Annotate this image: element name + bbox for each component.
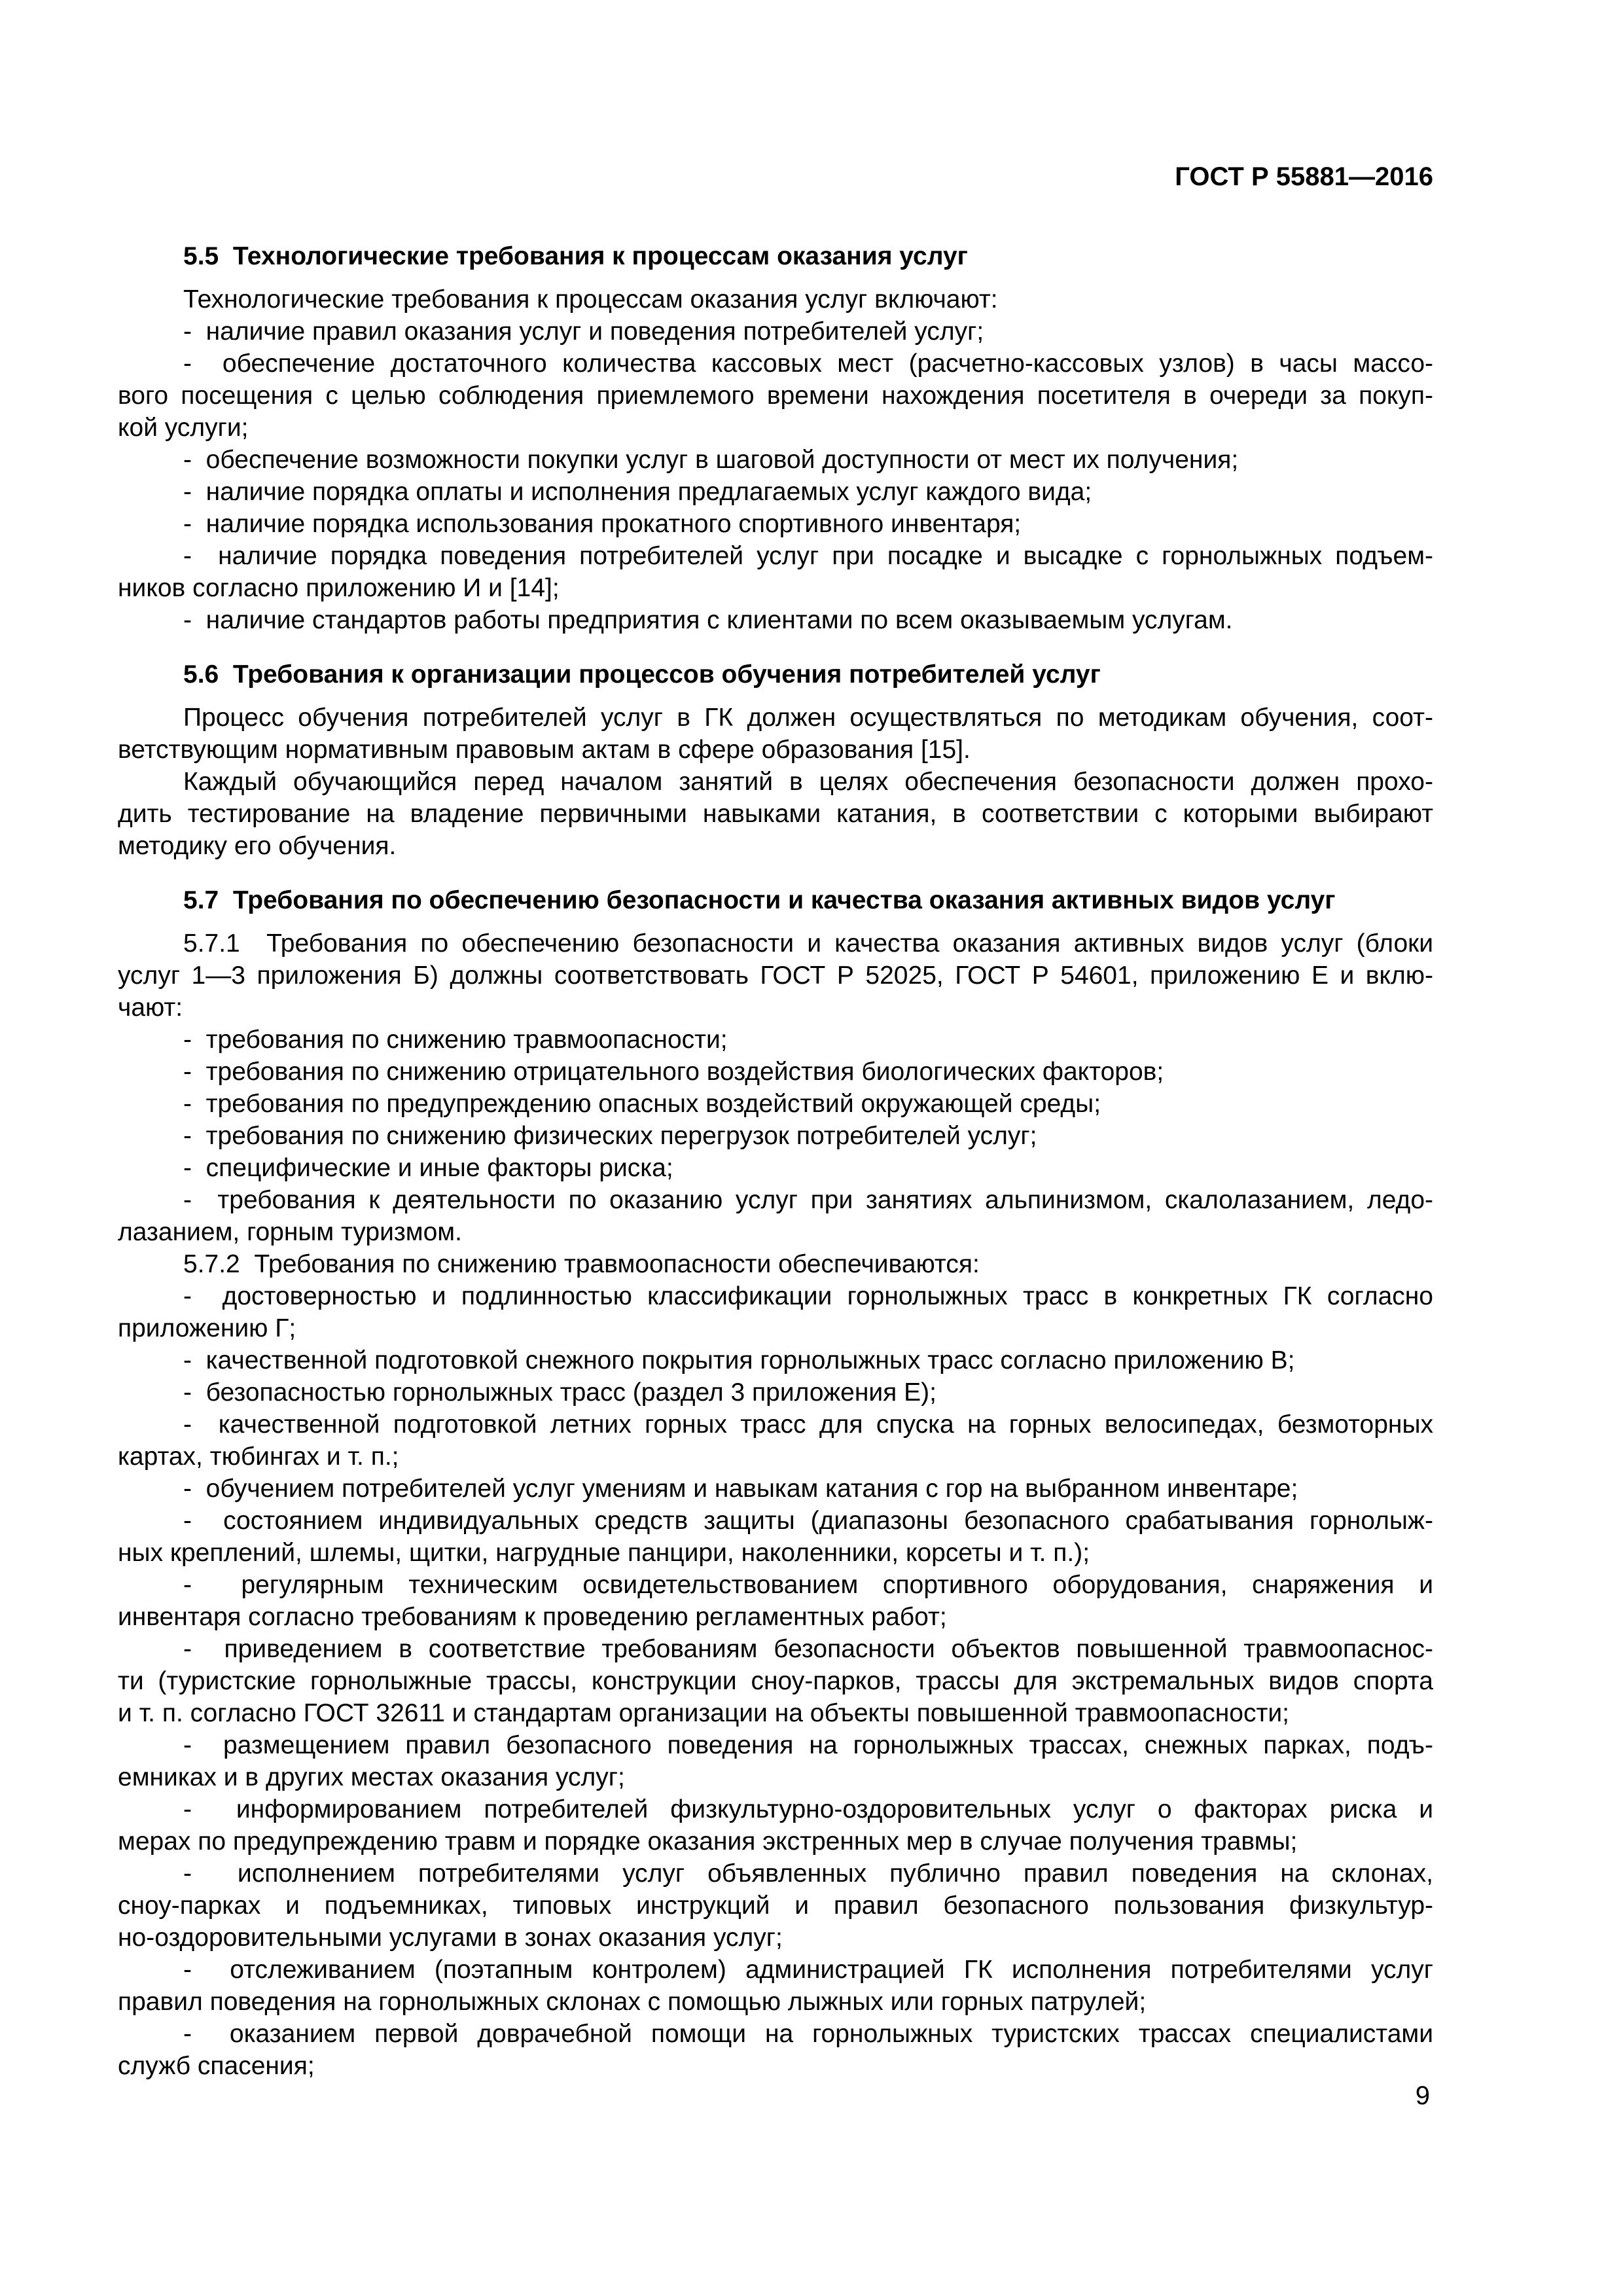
text-line: инвентаря согласно требованиям к проведению регламентных работ; [118, 1603, 947, 1631]
text-line: 5.7.2 Требования по снижению травмоопасности обеспечиваются: [183, 1250, 980, 1278]
text-line: ников согласно приложению И и [14]; [118, 574, 560, 602]
text-line: служб спасения; [118, 2052, 315, 2080]
text-line: - наличие порядка поведения потребителей услуг при посадке и высадке с горнолыжных подъем- [183, 542, 1433, 570]
text-line: 5.7.1 Требования по обеспечению безопасности и качества оказания активных видов услуг (блоки [183, 929, 1433, 958]
text-line: - обучением потребителей услуг умениям и навыкам катания с гор на выбранном инвентаре; [183, 1475, 1298, 1503]
text-line: методику его обучения. [118, 832, 397, 860]
text-line: но-оздоровительными услугами в зонах оказания услуг; [118, 1924, 783, 1952]
text-line: - размещением правил безопасного поведения на горнолыжных трассах, снежных парках, подъ- [183, 1731, 1433, 1759]
text-line: - наличие стандартов работы предприятия с клиентами по всем оказываемым услугам. [183, 606, 1233, 634]
page-number: 9 [1415, 2081, 1430, 2110]
text-line: - приведением в соответствие требованиям безопасности объектов повышенной травмоопаснос- [183, 1635, 1433, 1663]
text-line: - наличие правил оказания услуг и поведения потребителей услуг; [183, 317, 984, 346]
text-line: Технологические требования к процессам оказания услуг включают: [183, 285, 998, 314]
text-line: - качественной подготовкой летних горных трасс для спуска на горных велосипедах, безмоторных [183, 1410, 1433, 1439]
text-line: - требования к деятельности по оказанию услуг при занятиях альпинизмом, скалолазанием, ледо- [183, 1186, 1433, 1214]
section-heading: 5.6 Требования к организации процессов обучения потребителей услуг [183, 660, 1101, 689]
text-line: дить тестирование на владение первичными навыками катания, в соответствии с которыми выбирают [118, 800, 1433, 828]
text-line: услуг 1—3 приложения Б) должны соответствовать ГОСТ Р 52025, ГОСТ Р 54601, приложению Е и вклю- [118, 961, 1433, 990]
text-line: - отслеживанием (поэтапным контролем) администрацией ГК исполнения потребителями услуг [183, 1956, 1433, 1984]
text-line: - наличие порядка оплаты и исполнения предлагаемых услуг каждого вида; [183, 478, 1092, 506]
text-line: емниках и в других местах оказания услуг; [118, 1763, 625, 1791]
text-line: - оказанием первой доврачебной помощи на горнолыжных туристских трассах специалистами [183, 2020, 1433, 2048]
text-line: - достоверностью и подлинностью классификации горнолыжных трасс в конкретных ГК согласно [183, 1282, 1433, 1310]
section-heading: 5.7 Требования по обеспечению безопасности и качества оказания активных видов услуг [183, 886, 1336, 914]
text-line: - требования по снижению травмоопасности; [183, 1026, 728, 1054]
text-line: - качественной подготовкой снежного покрытия горнолыжных трасс согласно приложению В; [183, 1346, 1295, 1374]
text-line: ти (туристские горнолыжные трассы, конструкции сноу-парков, трассы для экстремальных видов спорта [118, 1667, 1433, 1695]
section-heading: 5.5 Технологические требования к процессам оказания услуг [183, 242, 968, 270]
text-line: Каждый обучающийся перед началом занятий в целях обеспечения безопасности должен прохо- [183, 768, 1433, 796]
text-line: лазанием, горным туризмом. [118, 1218, 462, 1246]
text-line: правил поведения на горнолыжных склонах с помощью лыжных или горных патрулей; [118, 1988, 1147, 2016]
text-line: - информированием потребителей физкультурно-оздоровительных услуг о факторах риска и [183, 1795, 1433, 1823]
text-line: ветствующим нормативным правовым актам в сфере образования [15]. [118, 736, 971, 764]
text-line: - требования по снижению отрицательного воздействия биологических факторов; [183, 1058, 1164, 1086]
text-line: - обеспечение достаточного количества кассовых мест (расчетно-кассовых узлов) в часы массо- [183, 350, 1433, 378]
text-line: картах, тюбингах и т. п.; [118, 1443, 399, 1471]
text-line: - наличие порядка использования прокатного спортивного инвентаря; [183, 510, 1022, 538]
text-line: кой услуги; [118, 414, 249, 442]
text-line: Процесс обучения потребителей услуг в ГК должен осуществляться по методикам обучения, соот- [183, 704, 1433, 732]
text-line: - обеспечение возможности покупки услуг в шаговой доступности от мест их получения; [183, 446, 1239, 474]
document-body [118, 218, 1433, 2082]
text-line: мерах по предупреждению травм и порядке оказания экстренных мер в случае получения травмы; [118, 1827, 1298, 1856]
text-line: вого посещения с целью соблюдения приемлемого времени нахождения посетителя в очереди за покуп- [118, 382, 1433, 410]
text-line: ных креплений, шлемы, щитки, нагрудные панцири, наколенники, корсеты и т. п.); [118, 1539, 1090, 1567]
text-line: приложению Г; [118, 1314, 296, 1342]
text-line: сноу-парках и подъемниках, типовых инструкций и правил безопасного пользования физкультур- [118, 1892, 1433, 1920]
text-line: - регулярным техническим освидетельствованием спортивного оборудования, снаряжения и [183, 1571, 1433, 1599]
text-line: - состоянием индивидуальных средств защиты (диапазоны безопасного срабатывания горнолыж- [183, 1507, 1433, 1535]
text-line: - исполнением потребителями услуг объявленных публично правил поведения на склонах, [183, 1859, 1433, 1888]
text-line: - специфические и иные факторы риска; [183, 1154, 673, 1182]
text-line: - требования по предупреждению опасных воздействий окружающей среды; [183, 1090, 1101, 1118]
standard-designation: ГОСТ Р 55881—2016 [1175, 162, 1433, 191]
text-line: и т. п. согласно ГОСТ 32611 и стандартам организации на объекты повышенной травмоопасности; [118, 1699, 1289, 1727]
text-line: - безопасностью горнолыжных трасс (раздел 3 приложения Е); [183, 1378, 936, 1407]
text-line: - требования по снижению физических перегрузок потребителей услуг; [183, 1122, 1037, 1150]
text-line: чают: [118, 994, 183, 1022]
